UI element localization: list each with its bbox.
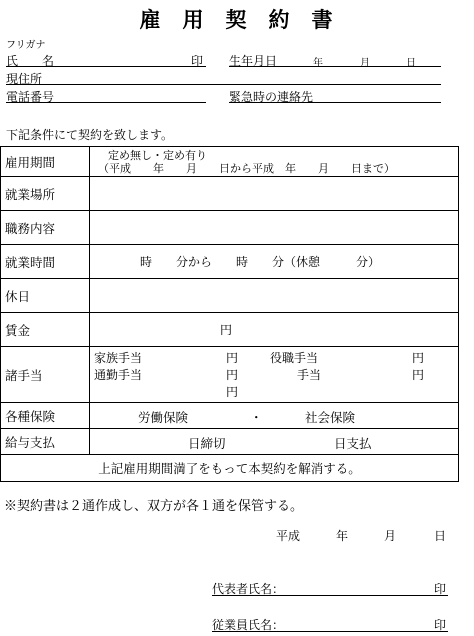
duties-cell[interactable] [90,211,459,245]
hours-label: 就業時間 [1,245,90,279]
rep-seal: 印 [434,582,447,596]
name-seal: 印 [191,54,204,68]
workplace-cell[interactable] [90,177,459,211]
name-field[interactable] [6,66,206,67]
birth-month-label: 月 [360,58,370,69]
insurance-label: 各種保険 [1,403,90,429]
workplace-label: 就業場所 [1,177,90,211]
allowance-cell[interactable] [90,347,459,403]
payment-cell[interactable] [90,429,459,455]
period-label: 雇用期間 [1,147,90,177]
insurance-separator: ・ [250,409,263,425]
wage-cell[interactable]: 円 [90,313,459,347]
phone-label: 電話番号 [6,90,55,104]
emp-seal: 印 [434,618,447,632]
allowance-label: 諸手当 [1,347,90,403]
position-allowance-label: 役職手当 [270,350,319,365]
duties-label: 職務内容 [1,211,90,245]
footer-statement: 上記雇用期間満了をもって本契約を解消する。 [1,455,459,482]
intro-text: 下記条件にて契約を致します。 [6,128,174,142]
wage-label: 賃金 [1,313,90,347]
table-row [1,279,459,313]
rep-name-label: 代表者氏名： [212,582,285,596]
birthdate-label: 生年月日 [229,54,278,68]
furigana-label: フリガナ [6,40,46,51]
table-row [1,313,459,347]
table-row [1,245,459,279]
labor-insurance[interactable]: 労働保険 [138,409,189,425]
position-allowance-yen: 円 [412,350,425,365]
holiday-label: 休日 [1,279,90,313]
birth-year-label: 年 [313,58,323,69]
date-day: 日 [434,529,447,543]
date-month: 月 [384,529,397,543]
payment-label: 給与支払 [1,429,90,455]
emergency-field[interactable] [229,102,441,103]
period-line1: 定め無し・定め有り [108,148,207,162]
emp-name-field[interactable] [212,631,448,632]
name-label: 氏 名 [6,54,55,68]
date-era: 平成 [276,529,301,543]
hours-cell[interactable]: 時 分から 時 分（休憩 分） [90,245,459,279]
table-row [1,347,459,403]
address-label: 現住所 [6,72,43,86]
table-row [1,455,459,482]
insurance-cell[interactable] [90,403,459,429]
holiday-cell[interactable] [90,279,459,313]
period-cell[interactable] [90,147,459,177]
note-text: ※契約書は２通作成し、双方が各１通を保管する。 [4,499,304,514]
table-row [1,211,459,245]
family-allowance-label: 家族手当 [94,350,143,365]
commute-allowance-label: 通勤手当 [94,367,143,382]
table-row [1,177,459,211]
extra-yen: 円 [226,384,239,399]
table-row [1,403,459,429]
other-allowance-yen: 円 [412,367,425,382]
document-title [0,4,474,34]
family-allowance-yen: 円 [226,350,239,365]
emergency-label: 緊急時の連絡先 [229,90,314,104]
title-char: 雇 [139,7,163,32]
address-field[interactable] [6,84,441,85]
table-row [1,147,459,177]
title-char: 契 [225,7,249,32]
other-allowance-label: 手当 [297,367,322,382]
phone-field[interactable] [6,102,206,103]
contract-table [0,146,459,482]
rep-name-field[interactable] [212,595,448,596]
birth-day-label: 日 [406,58,416,69]
date-year: 年 [336,529,349,543]
title-char: 用 [182,7,206,32]
birthdate-field[interactable] [229,66,441,67]
title-char: 書 [311,7,335,32]
social-insurance[interactable]: 社会保険 [305,409,356,425]
payday-label: 日支払 [334,435,372,451]
emp-name-label: 従業員氏名： [212,618,285,632]
commute-allowance-yen: 円 [226,367,239,382]
table-row [1,429,459,455]
period-line2: （平成 年 月 日から平成 年 月 日まで） [98,161,395,175]
cutoff-label: 日締切 [188,435,226,451]
title-char: 約 [268,7,292,32]
